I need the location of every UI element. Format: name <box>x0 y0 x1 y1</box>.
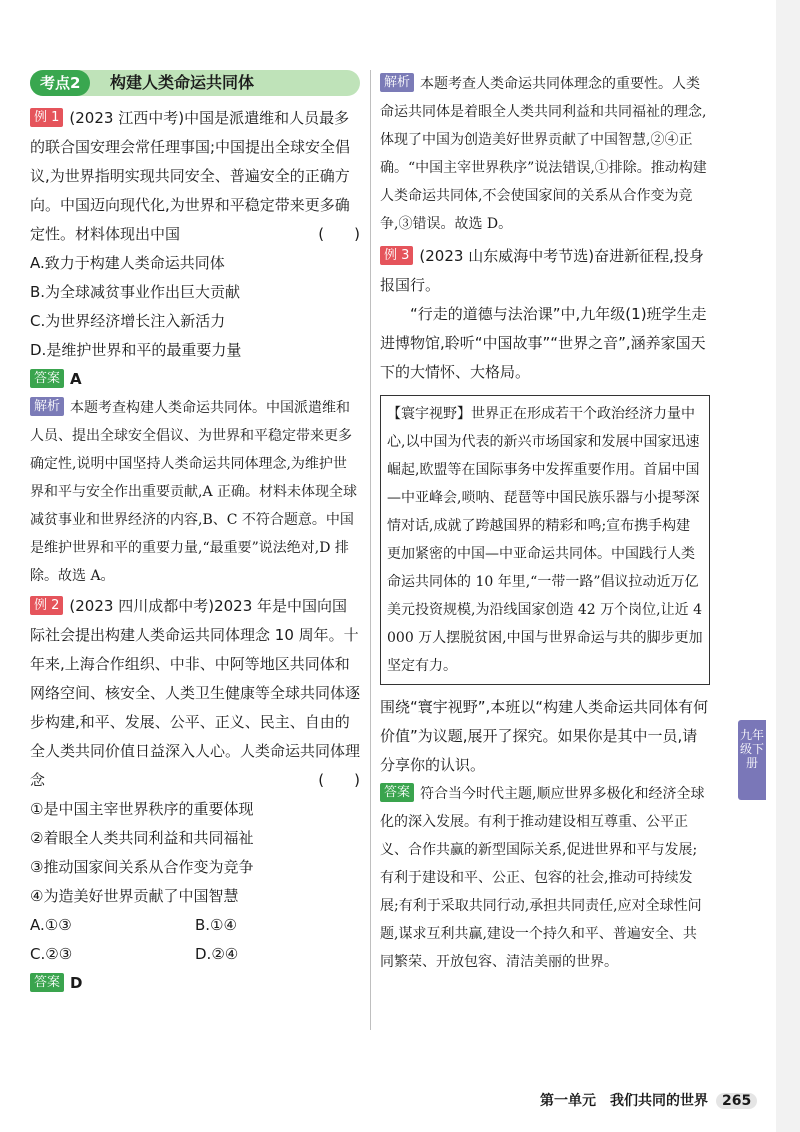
example-2-analysis-text: 本题考查人类命运共同体理念的重要性。人类命运共同体是着眼全人类共同利益和共同福祉的理念,体现了中国为创造美好世界贡献了中国智慧,②④正确。“中国主宰世界秩序”说法错误,①排除。推动构建人类命运共同体,不会使国家间的关系从合作变为竞争,③错误。故选 D。 <box>380 76 707 232</box>
analysis-label: 解析 <box>380 73 414 92</box>
example-1-option-b: B.为全球减贫事业作出巨大贡献 <box>30 283 241 301</box>
material-box-text: 【寰宇视野】世界正在形成若干个政治经济力量中心,以中国为代表的新兴市场国家和发展中国家迅速崛起,欧盟等在国际事务中发挥重要作用。首届中国—中亚峰会,唢呐、琵琶等中国民族乐器与小提琴深情对话,成就了跨越国界的精彩和鸣;宣布携手构建更加紧密的中国—中亚命运共同体。中国践行人类命运共同体的 10 年里,“一带一路”倡议拉动近万亿美元投资规模,为沿线国家创造 42 万个岗位,让近 4 000 万人摆脱贫困,中国与世界命运与共的脚步更加坚定有力。 <box>387 406 703 674</box>
example-2-label: 例 2 <box>30 596 63 615</box>
example-2-choices-row-2 <box>30 940 360 969</box>
example-3-task: 围绕“寰宇视野”,本班以“构建人类命运共同体有何价值”为议题,展开了探究。如果你是其中一员,请分享你的认识。 <box>380 698 709 774</box>
answer-label: 答案 <box>30 973 64 992</box>
example-2-choice-d: D.②④ <box>195 945 239 963</box>
example-3-question <box>380 242 710 300</box>
example-3-intro: “行走的道德与法治课”中,九年级(1)班学生走进博物馆,聆听“中国故事”“世界之音”,涵养家国天下的大情怀、大格局。 <box>380 305 707 381</box>
example-2-choices-row-1 <box>30 911 360 940</box>
section-tag: 考点2 <box>30 70 90 96</box>
example-1-bracket: ( ) <box>318 225 360 243</box>
example-1-question <box>30 104 360 249</box>
page-edge <box>776 0 800 1132</box>
example-1-text: 中国是派遣维和人员最多的联合国安理会常任理事国;中国提出全球安全倡议,为世界指明实现共同安全、普遍安全的正确方向。中国迈向现代化,为世界和平稳定带来更多确定性。材料体现出中国 <box>30 109 351 243</box>
example-3-answer-text: 符合当今时代主题,顺应世界多极化和经济全球化的深入发展。有利于推动建设相互尊重、公平正义、合作共赢的新型国际关系,促进世界和平与发展;有利于建设和平、公正、包容的社会,推动可持续发展;有利于采取共同行动,承担共同责任,应对全球性问题,谋求互利共赢,建设一个持久和平、普遍安全、共同繁荣、开放包容、清洁美丽的世界。 <box>380 786 705 970</box>
example-1-option-d: D.是维护世界和平的最重要力量 <box>30 341 242 359</box>
example-2-answer <box>30 969 360 998</box>
example-1-option-a: A.致力于构建人类命运共同体 <box>30 254 225 272</box>
example-2-text: 2023 年是中国向国际社会提出构建人类命运共同体理念 10 周年。十年来,上海合作组织、中非、中阿等地区共同体和网络空间、核安全、人类卫生健康等全球共同体逐步构建,和平、发展、公平、正义、民主、自由的全人类共同价值日益深入人心。人类命运共同体理念 <box>30 597 361 789</box>
example-2-item-3: ③推动国家间关系从合作变为竞争 <box>30 858 254 876</box>
example-1-answer-value: A <box>70 370 82 388</box>
example-1-source: (2023 江西中考) <box>69 109 185 127</box>
page-number: 265 <box>716 1093 757 1109</box>
material-box <box>380 395 710 685</box>
example-2-bracket: ( ) <box>318 771 360 789</box>
example-3-text: 奋进新征程,投身报国行。 <box>380 247 704 294</box>
left-column <box>30 70 360 998</box>
example-2-choice-b: B.①④ <box>195 916 237 934</box>
example-2-item-1: ①是中国主宰世界秩序的重要体现 <box>30 800 254 818</box>
answer-label: 答案 <box>30 369 64 388</box>
section-title: 构建人类命运共同体 <box>110 73 255 92</box>
example-2-choice-c: C.②③ <box>30 945 73 963</box>
page-footer <box>540 1090 757 1110</box>
example-3-source: (2023 山东威海中考节选) <box>419 247 595 265</box>
example-1-option-c: C.为世界经济增长注入新活力 <box>30 312 226 330</box>
footer-unit: 第一单元 我们共同的世界 <box>540 1093 708 1109</box>
example-2-item-2: ②着眼全人类共同利益和共同福祉 <box>30 829 254 847</box>
example-3-answer <box>380 780 710 976</box>
example-2-source: (2023 四川成都中考) <box>69 597 215 615</box>
grade-side-tab: 九年级下册 <box>738 720 766 800</box>
example-2-analysis <box>380 70 710 238</box>
example-3-label: 例 3 <box>380 246 413 265</box>
example-1-answer <box>30 365 360 394</box>
right-column <box>380 70 710 976</box>
column-divider <box>370 70 371 1030</box>
example-1-label: 例 1 <box>30 108 63 127</box>
analysis-label: 解析 <box>30 397 64 416</box>
example-1-analysis-text: 本题考查构建人类命运共同体。中国派遣维和人员、提出全球安全倡议、为世界和平稳定带来更多确定性,说明中国坚持人类命运共同体理念,为维护世界和平与安全作出重要贡献,A 正确。材料未体现全球减贫事业和世界经济的内容,B、C 不符合题意。中国是维护世界和平的重要力量,“最重要”说法绝对,D 排除。故选 A。 <box>30 400 358 584</box>
example-2-item-4: ④为造美好世界贡献了中国智慧 <box>30 887 239 905</box>
example-2-answer-value: D <box>70 974 83 992</box>
example-2-question <box>30 592 360 795</box>
example-1-analysis <box>30 394 360 590</box>
section-banner <box>30 70 360 96</box>
answer-label: 答案 <box>380 783 414 802</box>
example-2-choice-a: A.①③ <box>30 916 72 934</box>
